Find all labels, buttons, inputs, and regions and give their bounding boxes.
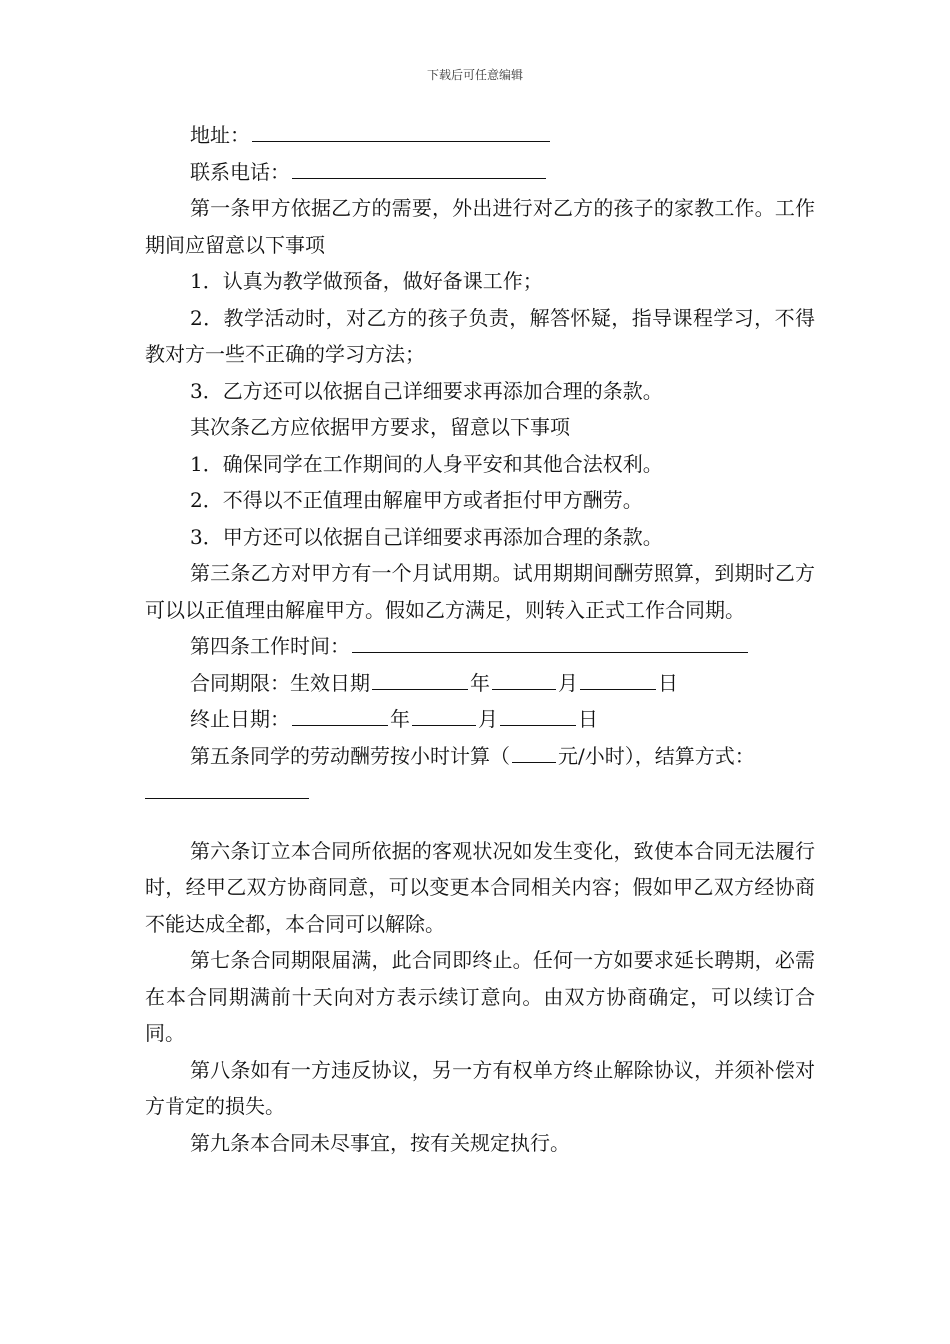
- end-month-label: 月: [478, 707, 498, 731]
- start-month-label: 月: [558, 670, 578, 695]
- article-1-item-3: 3．乙方还可以依据自己详细要求再添加合理的条款。: [190, 378, 663, 403]
- article-4-line: [145, 628, 815, 665]
- article-9: 第九条本合同未尽事宜，按有关规定执行。: [190, 1130, 570, 1155]
- article-2: 其次条乙方应依据甲方要求，留意以下事项: [190, 415, 570, 439]
- article-5-text-b: 元/小时），结算方式：: [558, 743, 755, 768]
- article-5-text-a: 第五条同学的劳动酬劳按小时计算（: [190, 743, 510, 768]
- phone-label: 联系电话：: [190, 159, 290, 184]
- address-blank: [252, 121, 550, 142]
- article-1-item-2: 2．教学活动时，对乙方的孩子负责，解答怀疑，指导课程学习，不得教对方一些不正确的学习方法；: [145, 305, 815, 366]
- article-6: 第六条订立本合同所依据的客观状况如发生变化，致使本合同无法履行时，经甲乙双方协商同意，可以变更本合同相关内容；假如甲乙双方经协商不能达成全都，本合同可以解除。: [145, 838, 815, 936]
- article-1-item-1: 1．认真为教学做预备，做好备课工作；: [190, 269, 543, 293]
- start-year-label: 年: [470, 670, 490, 695]
- contract-body: [145, 117, 815, 1161]
- end-day-blank: [500, 705, 576, 726]
- hourly-rate-blank: [512, 742, 556, 763]
- end-year-blank: [292, 705, 388, 726]
- article-1: 第一条甲方依据乙方的需要，外出进行对乙方的孩子的家教工作。工作期间应留意以下事项: [145, 196, 815, 257]
- address-label: 地址：: [190, 123, 250, 147]
- article-2-item-1: 1．确保同学在工作期间的人身平安和其他合法权利。: [190, 451, 663, 476]
- page-header: 下载后可任意编辑: [426, 68, 523, 82]
- work-time-blank: [352, 632, 748, 653]
- start-year-blank: [372, 669, 468, 690]
- article-7: 第七条合同期限届满，此合同即终止。任何一方如要求延长聘期，必需在本合同期满前十天向对方表示续订意向。由双方协商确定，可以续订合同。: [145, 948, 815, 1045]
- spacer: [145, 811, 815, 833]
- article-3: 第三条乙方对甲方有一个月试用期。试用期期间酬劳照算，到期时乙方可以以正值理由解雇甲方。假如乙方满足，则转入正式工作合同期。: [145, 561, 815, 622]
- article-5-line: [145, 738, 815, 775]
- start-day-label: 日: [658, 670, 678, 695]
- end-label: 终止日期：: [190, 707, 290, 731]
- end-day-label: 日: [578, 707, 598, 731]
- start-day-blank: [580, 669, 656, 690]
- article-2-item-2: 2．不得以不正值理由解雇甲方或者拒付甲方酬劳。: [190, 488, 643, 512]
- settlement-method-blank: [145, 778, 309, 799]
- settlement-line: [145, 774, 815, 811]
- term-start-line: [145, 665, 815, 702]
- address-line: [145, 117, 815, 154]
- end-year-label: 年: [390, 707, 410, 731]
- phone-blank: [292, 158, 546, 179]
- term-label: 合同期限：生效日期: [190, 670, 370, 695]
- phone-line: [145, 154, 815, 191]
- term-end-line: [145, 701, 815, 738]
- start-month-blank: [492, 669, 556, 690]
- article-4-label: 第四条工作时间：: [190, 634, 350, 658]
- end-month-blank: [412, 705, 476, 726]
- article-8: 第八条如有一方违反协议，另一方有权单方终止解除协议，并须补偿对方肯定的损失。: [145, 1057, 815, 1118]
- article-2-item-3: 3．甲方还可以依据自己详细要求再添加合理的条款。: [190, 524, 663, 549]
